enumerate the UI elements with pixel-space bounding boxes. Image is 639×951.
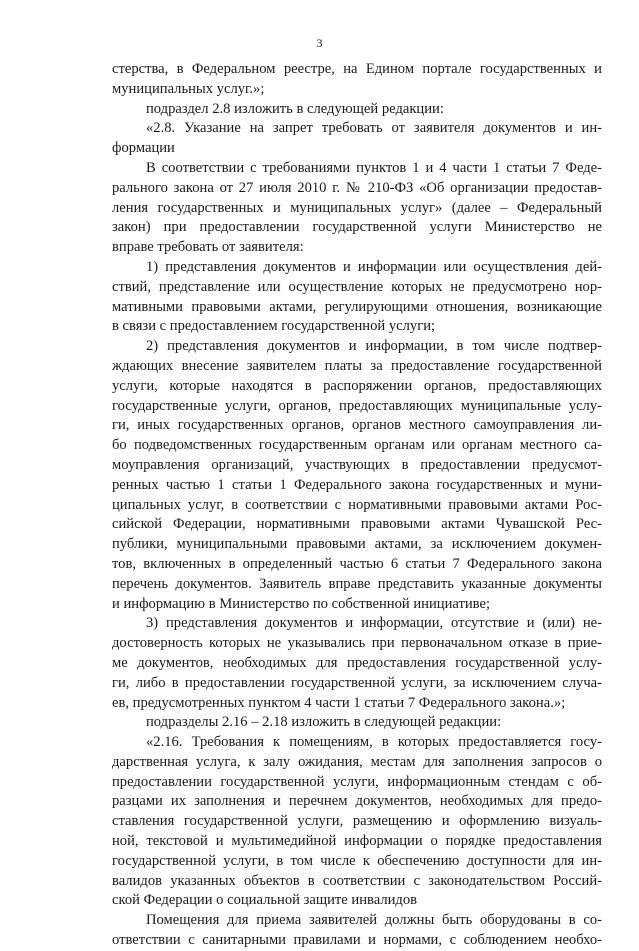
text-line: в связи с предоставлением государственной услуги; bbox=[112, 318, 436, 335]
text-line: вправе требовать от заявителя: bbox=[112, 239, 304, 256]
text-line: 3) представления документов и информации, отсутствие и (или) не- bbox=[146, 615, 602, 632]
text-line: В соответствии с требованиями пунктов 1 и 4 части 1 статьи 7 Феде- bbox=[146, 159, 602, 176]
text-line: валидов указанных объектов в соответствии с законодательством Россий- bbox=[112, 872, 602, 889]
document-body bbox=[112, 60, 602, 951]
text-line: государственные услуги, органов, предоставляющих муниципальные услу- bbox=[112, 397, 602, 414]
text-line: публики, муниципальными правовыми актами, за исключением докумен- bbox=[112, 536, 602, 553]
text-line: Помещения для приема заявителей должны быть оборудованы в со- bbox=[146, 912, 602, 929]
text-line: ской Федерации о социальной защите инвалидов bbox=[112, 892, 418, 909]
text-line: ответствии с санитарными правилами и нормами, с соблюдением необхо- bbox=[112, 932, 602, 949]
text-line: «2.16. Требования к помещениям, в которых предоставляется госу- bbox=[146, 734, 602, 751]
text-line: ренных частью 1 статьи 1 Федерального закона государственных и муни- bbox=[112, 476, 602, 493]
text-line: услуги, которые находятся в распоряжении органов, предоставляющих bbox=[112, 377, 602, 394]
text-line: ления государственных и муниципальных услуг» (далее – Федеральный bbox=[112, 199, 602, 216]
text-line: государственной услуги, в том числе к обеспечению доступности для ин- bbox=[112, 852, 602, 869]
text-line: ной, текстовой и мультимедийной информации о порядке предоставления bbox=[112, 833, 602, 850]
text-line: разцами их заполнения и перечнем документов, необходимых для предо- bbox=[112, 793, 602, 810]
text-line: дарственная услуга, к залу ожидания, местам для заполнения запросов о bbox=[112, 753, 602, 770]
text-line: ги, иных государственных органов, органов местного самоуправления ли- bbox=[112, 417, 602, 434]
text-line: ставления государственной услуги, размещению и оформлению визуаль- bbox=[112, 813, 602, 830]
text-line: подраздел 2.8 изложить в следующей редакции: bbox=[146, 100, 444, 117]
text-line: и информацию в Министерство по собственной инициативе; bbox=[112, 595, 490, 612]
text-line: закон) при предоставлении государственной услуги Министерство не bbox=[112, 219, 602, 236]
text-line: 1) представления документов и информации или осуществления дей- bbox=[146, 258, 602, 275]
text-line: «2.8. Указание на запрет требовать от заявителя документов и ин- bbox=[146, 120, 602, 137]
text-line: стерства, в Федеральном реестре, на Едином портале государственных и bbox=[112, 61, 602, 77]
text-line: мативными правовыми актами, регулирующими отношения, возникающие bbox=[112, 298, 602, 315]
text-line: тов, включенных в определенный частью 6 статьи 7 Федерального закона bbox=[112, 555, 602, 572]
text-line: формации bbox=[112, 140, 175, 157]
text-line: ги, либо в предоставлении государственной услуги, за исключением случа- bbox=[112, 674, 602, 691]
text-line: рального закона от 27 июля 2010 г. № 210-ФЗ «Об организации предостав- bbox=[112, 179, 602, 196]
text-line: ствий, представление или осуществление которых не предусмотрено нор- bbox=[112, 278, 602, 295]
text-line: моуправления организаций, участвующих в предоставлении предусмот- bbox=[112, 456, 602, 473]
text-line: ципальных услуг, в соответствии с нормативными правовыми актами Рос- bbox=[112, 496, 602, 513]
text-line: достоверность которых не указывались при первоначальном отказе в прие- bbox=[112, 635, 602, 652]
text-line: 2) представления документов и информации, в том числе подтвер- bbox=[146, 338, 602, 355]
text-line: перечень документов. Заявитель вправе представить указанные документы bbox=[112, 575, 602, 592]
text-line: бо подведомственных государственным органам или органам местного са- bbox=[112, 437, 602, 454]
text-line: подразделы 2.16 – 2.18 изложить в следующей редакции: bbox=[146, 714, 502, 731]
text-line: ждающих внесение заявителем платы за предоставление государственной bbox=[112, 357, 602, 374]
text-line: сийской Федерации, нормативными правовыми актами Чувашской Рес- bbox=[112, 516, 602, 533]
text-line: муниципальных услуг.»; bbox=[112, 80, 265, 97]
text-line: предоставлении государственной услуги, информационным стендам с об- bbox=[112, 773, 602, 790]
text-line: ев, предусмотренных пунктом 4 части 1 статьи 7 Федерального закона.»; bbox=[112, 694, 566, 711]
page-number: 3 bbox=[316, 36, 323, 50]
text-line: ме документов, необходимых для предоставления государственной услу- bbox=[112, 654, 602, 671]
